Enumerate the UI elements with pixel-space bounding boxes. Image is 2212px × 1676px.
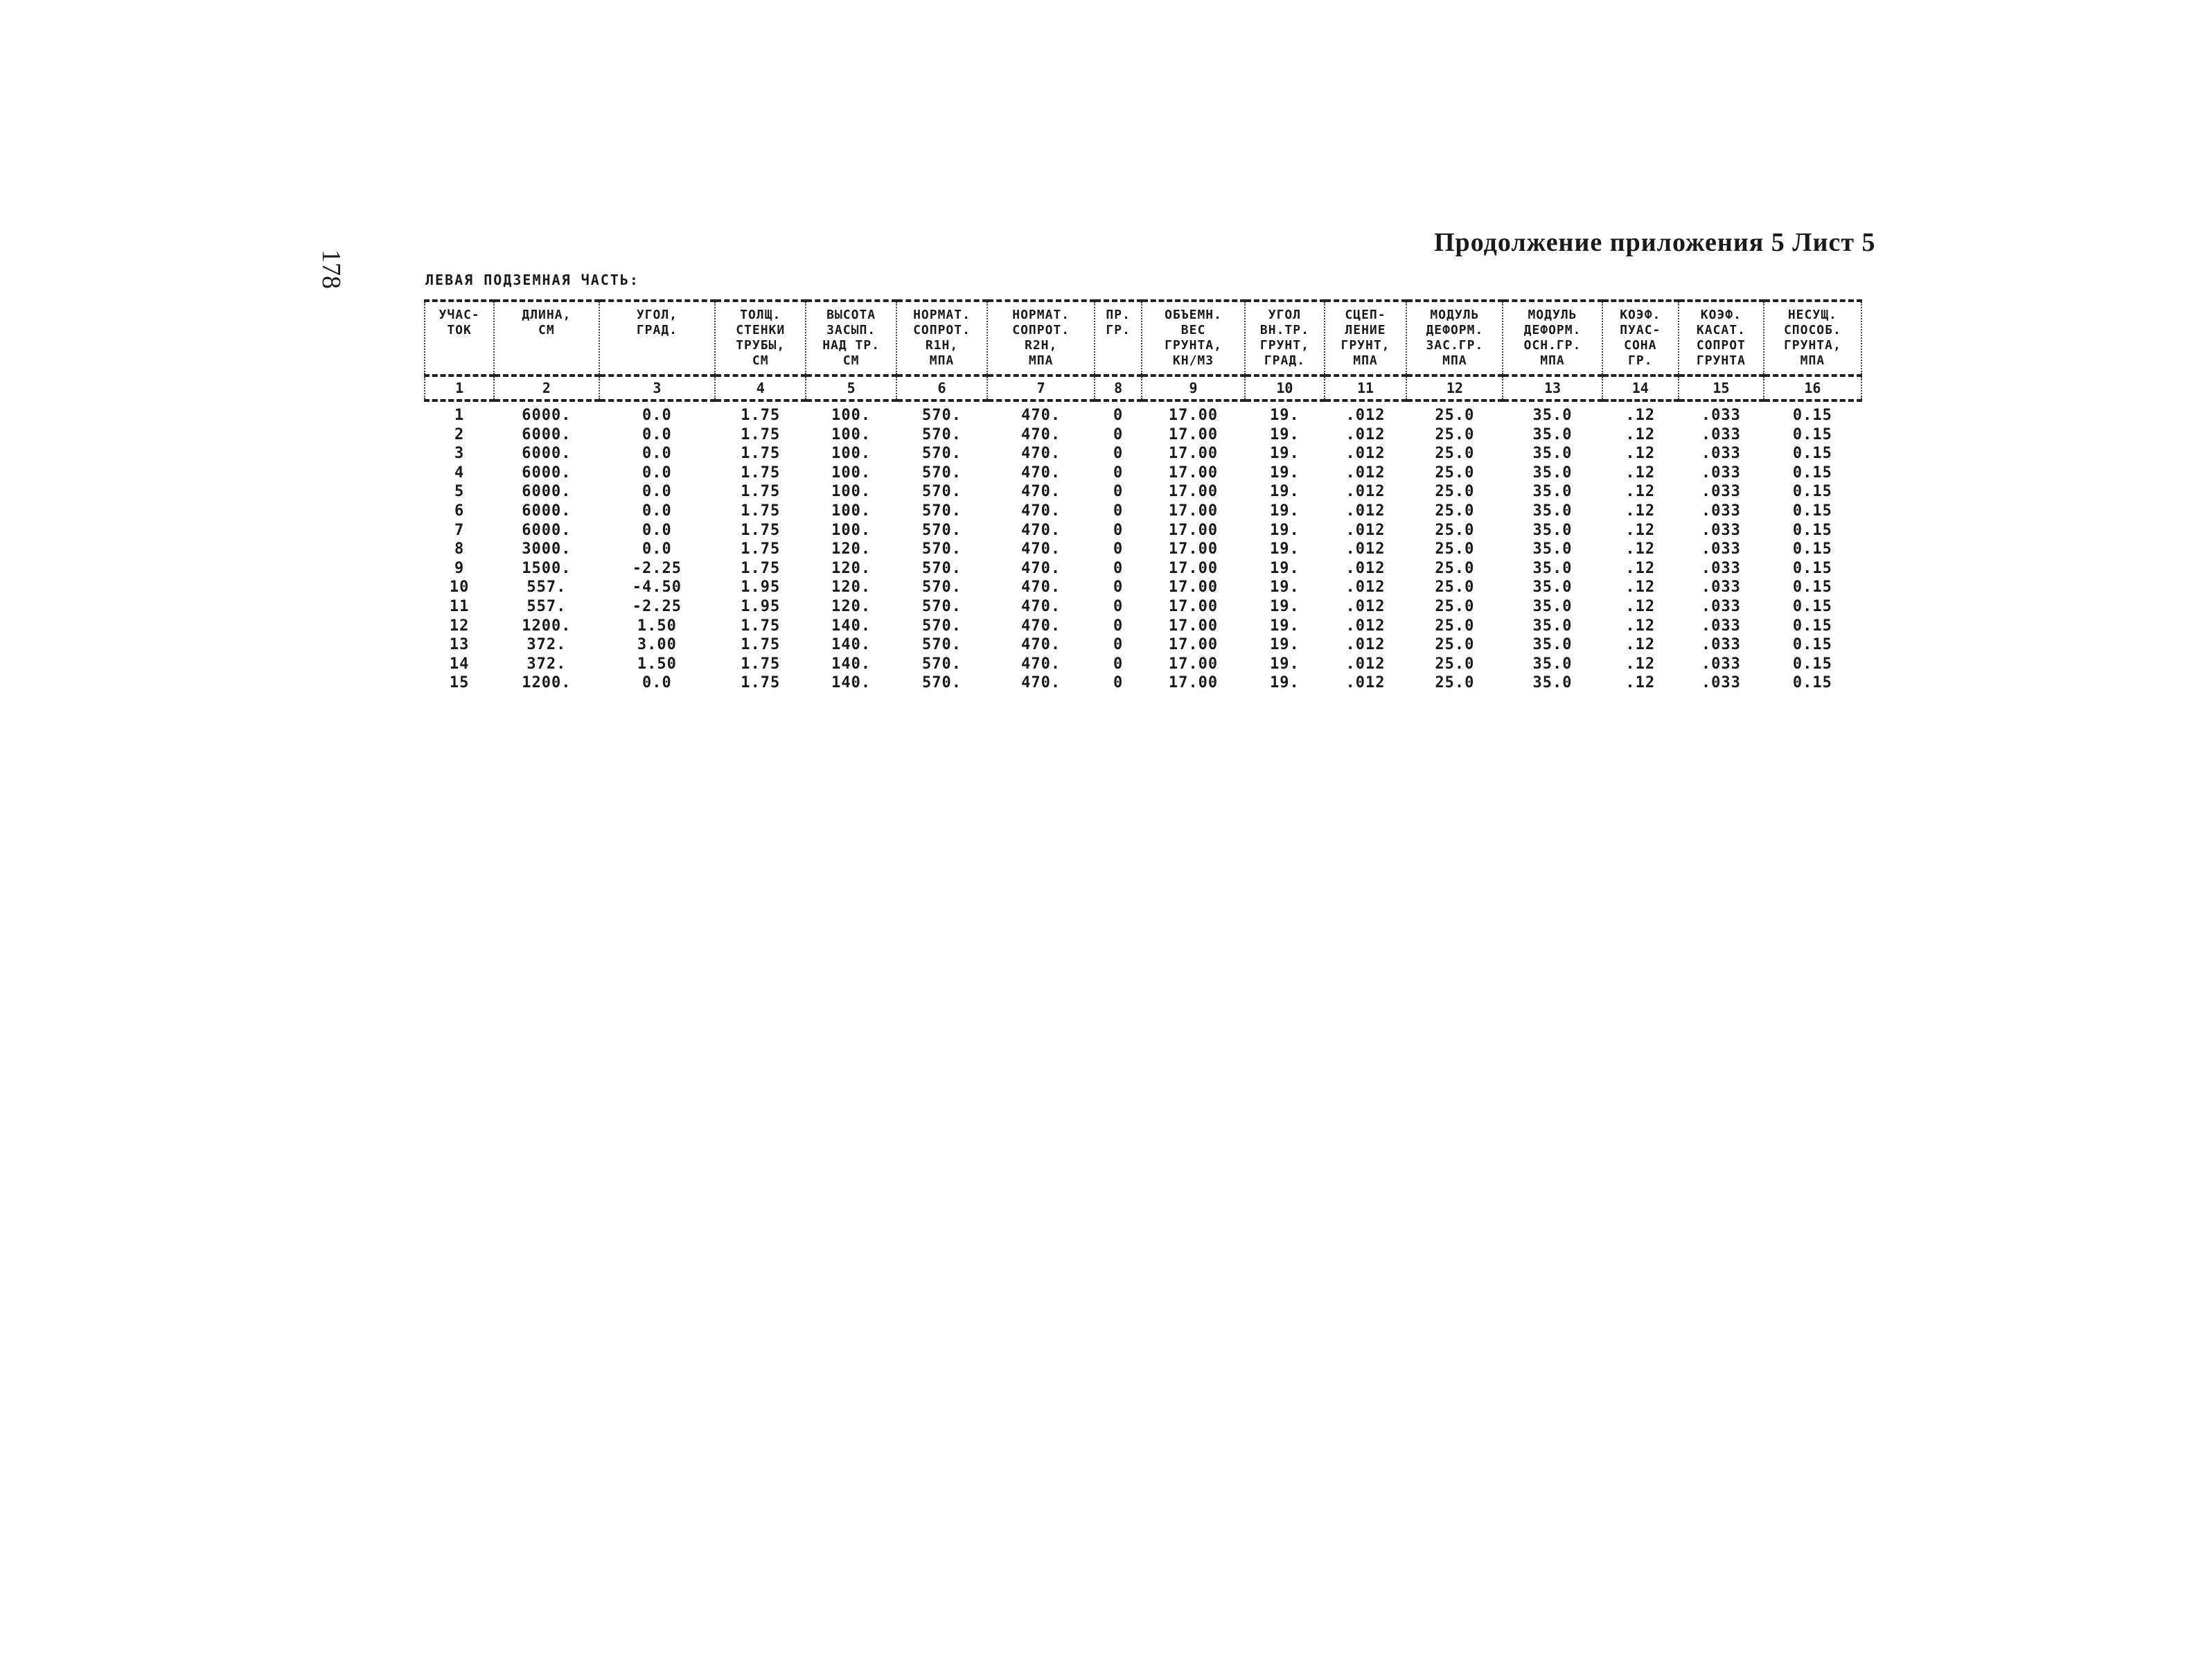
table-cell: .033	[1701, 617, 1741, 635]
column-header: ВЫСОТА ЗАСЫП. НАД ТР. СМ	[806, 301, 896, 376]
table-cell: .012	[1345, 540, 1386, 558]
table-cell: .12	[1625, 597, 1656, 615]
column-number: 15	[1679, 376, 1764, 400]
table-cell: 470.	[1021, 579, 1061, 597]
table-cell: 570.	[922, 521, 962, 539]
table-cell: .033	[1701, 597, 1741, 615]
table-cell: 35.0	[1532, 540, 1573, 558]
table-cell: .12	[1625, 407, 1656, 424]
table-cell: .012	[1345, 636, 1386, 654]
table-row	[425, 464, 1861, 483]
table-row	[425, 540, 1861, 559]
table-cell: 6000.	[522, 407, 572, 424]
table-cell: .12	[1625, 579, 1656, 597]
table-cell: 35.0	[1532, 407, 1573, 424]
table-cell: 17.00	[1168, 407, 1219, 424]
data-table-container	[424, 299, 1862, 693]
table-cell: .12	[1625, 559, 1656, 577]
table-cell: 19.	[1270, 425, 1300, 443]
column-header: УГОЛ, ГРАД.	[599, 301, 716, 376]
table-cell: 3	[454, 445, 465, 463]
table-cell: .012	[1345, 559, 1386, 577]
table-row	[425, 502, 1861, 521]
column-number: 7	[987, 376, 1095, 400]
table-cell: .12	[1625, 617, 1656, 635]
table-cell: 25.0	[1435, 540, 1475, 558]
table-cell: 570.	[922, 674, 962, 692]
table-cell: .033	[1701, 636, 1741, 654]
table-cell: 35.0	[1532, 425, 1573, 443]
table-cell: 570.	[922, 579, 962, 597]
table-cell: 570.	[922, 502, 962, 520]
table-cell: 6000.	[522, 502, 572, 520]
table-cell: .012	[1345, 521, 1386, 539]
table-cell: 35.0	[1532, 655, 1573, 673]
table-cell: 0.0	[642, 521, 672, 539]
table-cell: 35.0	[1532, 521, 1573, 539]
table-cell: 0	[1113, 483, 1124, 501]
table-cell: 0	[1113, 407, 1124, 424]
column-number: 14	[1602, 376, 1679, 400]
table-cell: 100.	[831, 521, 871, 539]
table-cell: 120.	[831, 579, 871, 597]
table-cell: 120.	[831, 559, 871, 577]
table-body	[425, 400, 1861, 693]
table-cell: 140.	[831, 674, 871, 692]
table-cell: 0.0	[642, 407, 672, 424]
table-cell: 25.0	[1435, 407, 1475, 424]
table-row	[425, 635, 1861, 655]
table-cell: 1.95	[741, 597, 781, 615]
table-cell: .033	[1701, 407, 1741, 424]
table-cell: 3.00	[637, 636, 677, 654]
column-header: ПР. ГР.	[1095, 301, 1141, 376]
table-cell: 0	[1113, 502, 1124, 520]
table-cell: 35.0	[1532, 636, 1573, 654]
table-cell: 1.50	[637, 617, 677, 635]
column-header: ТОЛЩ. СТЕНКИ ТРУБЫ, СМ	[715, 301, 806, 376]
table-cell: -4.50	[632, 579, 682, 597]
table-cell: 0.15	[1792, 407, 1832, 424]
column-header: НЕСУЩ. СПОСОБ. ГРУНТА, МПА	[1764, 301, 1861, 376]
table-cell: 0	[1113, 464, 1124, 482]
table-cell: 0.15	[1792, 597, 1832, 615]
table-cell: 19.	[1270, 521, 1300, 539]
table-cell: .012	[1345, 674, 1386, 692]
table-cell: .033	[1701, 674, 1741, 692]
column-number: 3	[599, 376, 716, 400]
table-cell: 100.	[831, 407, 871, 424]
column-header: КОЭФ. ПУАС- СОНА ГР.	[1602, 301, 1679, 376]
table-cell: 0.15	[1792, 540, 1832, 558]
table-cell: 0.0	[642, 425, 672, 443]
table-cell: 19.	[1270, 559, 1300, 577]
table-cell: 19.	[1270, 483, 1300, 501]
table-cell: 25.0	[1435, 521, 1475, 539]
table-cell: 17.00	[1168, 445, 1219, 463]
table-cell: 11	[449, 597, 470, 615]
table-cell: 17.00	[1168, 464, 1219, 482]
table-cell: 14	[449, 655, 470, 673]
table-cell: 19.	[1270, 636, 1300, 654]
table-cell: 35.0	[1532, 502, 1573, 520]
table-row	[425, 655, 1861, 674]
table-cell: 0.0	[642, 464, 672, 482]
table-cell: 100.	[831, 483, 871, 501]
table-cell: 470.	[1021, 502, 1061, 520]
table-cell: 19.	[1270, 579, 1300, 597]
table-cell: 12	[449, 617, 470, 635]
table-cell: 140.	[831, 617, 871, 635]
table-cell: 1.75	[741, 559, 781, 577]
table-cell: 35.0	[1532, 674, 1573, 692]
appendix-header: Продолжение приложения 5 Лист 5	[1434, 228, 1876, 257]
table-cell: .033	[1701, 445, 1741, 463]
table-cell: 0	[1113, 674, 1124, 692]
table-cell: 570.	[922, 617, 962, 635]
table-cell: 17.00	[1168, 521, 1219, 539]
table-cell: 25.0	[1435, 597, 1475, 615]
table-cell: 570.	[922, 445, 962, 463]
table-cell: .12	[1625, 674, 1656, 692]
column-number: 13	[1503, 376, 1602, 400]
table-cell: 6000.	[522, 521, 572, 539]
table-cell: 25.0	[1435, 579, 1475, 597]
table-cell: 7	[454, 521, 465, 539]
table-cell: .033	[1701, 579, 1741, 597]
table-cell: 19.	[1270, 502, 1300, 520]
table-cell: .033	[1701, 483, 1741, 501]
table-cell: .033	[1701, 464, 1741, 482]
table-cell: 17.00	[1168, 636, 1219, 654]
table-cell: .012	[1345, 483, 1386, 501]
table-cell: .012	[1345, 464, 1386, 482]
table-cell: 13	[449, 636, 470, 654]
table-cell: 1	[454, 407, 465, 424]
table-cell: 2	[454, 425, 465, 443]
table-cell: .12	[1625, 464, 1656, 482]
table-cell: 0.15	[1792, 502, 1832, 520]
column-number: 16	[1764, 376, 1861, 400]
table-cell: 470.	[1021, 445, 1061, 463]
table-cell: 6	[454, 502, 465, 520]
table-cell: 3000.	[522, 540, 572, 558]
table-cell: 35.0	[1532, 464, 1573, 482]
table-cell: 17.00	[1168, 540, 1219, 558]
table-cell: 100.	[831, 502, 871, 520]
table-cell: 0.0	[642, 674, 672, 692]
table-cell: 570.	[922, 464, 962, 482]
table-cell: 1.75	[741, 445, 781, 463]
column-number: 9	[1142, 376, 1245, 400]
table-cell: 470.	[1021, 597, 1061, 615]
table-row	[425, 673, 1861, 693]
table-cell: 1.75	[741, 502, 781, 520]
parameters-table	[424, 299, 1862, 693]
column-header: МОДУЛЬ ДЕФОРМ. ОСН.ГР. МПА	[1503, 301, 1602, 376]
table-cell: 0	[1113, 617, 1124, 635]
table-cell: .012	[1345, 597, 1386, 615]
column-header: КОЭФ. КАСАТ. СОПРОТ ГРУНТА	[1679, 301, 1764, 376]
table-cell: 570.	[922, 425, 962, 443]
table-cell: 0.15	[1792, 425, 1832, 443]
table-cell: 0.15	[1792, 655, 1832, 673]
table-cell: .12	[1625, 502, 1656, 520]
table-cell: 25.0	[1435, 445, 1475, 463]
table-cell: 19.	[1270, 407, 1300, 424]
column-number: 4	[715, 376, 806, 400]
table-cell: .012	[1345, 655, 1386, 673]
table-cell: .12	[1625, 425, 1656, 443]
column-header: УЧАС- ТОК	[425, 301, 494, 376]
table-row	[425, 597, 1861, 617]
table-cell: 10	[449, 579, 470, 597]
table-cell: 8	[454, 540, 465, 558]
table-cell: 15	[449, 674, 470, 692]
table-cell: 470.	[1021, 617, 1061, 635]
table-cell: 570.	[922, 559, 962, 577]
table-cell: .12	[1625, 636, 1656, 654]
table-cell: .12	[1625, 540, 1656, 558]
table-cell: 372.	[527, 655, 567, 673]
table-cell: 0	[1113, 559, 1124, 577]
table-cell: 470.	[1021, 425, 1061, 443]
table-cell: 17.00	[1168, 483, 1219, 501]
table-row	[425, 559, 1861, 579]
table-cell: 0	[1113, 445, 1124, 463]
table-cell: 6000.	[522, 425, 572, 443]
table-cell: 1.75	[741, 464, 781, 482]
table-cell: 1.75	[741, 483, 781, 501]
header-row	[425, 301, 1861, 376]
table-cell: .012	[1345, 579, 1386, 597]
table-cell: 0.15	[1792, 445, 1832, 463]
table-cell: 0	[1113, 425, 1124, 443]
table-row	[425, 444, 1861, 464]
table-cell: 35.0	[1532, 617, 1573, 635]
table-cell: 140.	[831, 636, 871, 654]
table-cell: 0	[1113, 597, 1124, 615]
table-cell: 1.50	[637, 655, 677, 673]
table-cell: .12	[1625, 483, 1656, 501]
table-cell: 19.	[1270, 445, 1300, 463]
table-cell: 9	[454, 559, 465, 577]
table-cell: 470.	[1021, 559, 1061, 577]
column-number: 8	[1095, 376, 1141, 400]
table-cell: 0.15	[1792, 617, 1832, 635]
table-cell: 35.0	[1532, 445, 1573, 463]
table-cell: 35.0	[1532, 579, 1573, 597]
table-cell: 100.	[831, 445, 871, 463]
table-cell: .012	[1345, 502, 1386, 520]
table-cell: 100.	[831, 464, 871, 482]
table-cell: 17.00	[1168, 502, 1219, 520]
table-cell: 1.75	[741, 617, 781, 635]
table-cell: 0.15	[1792, 464, 1832, 482]
table-row	[425, 617, 1861, 636]
column-header: МОДУЛЬ ДЕФОРМ. ЗАС.ГР. МПА	[1406, 301, 1503, 376]
column-header: ОБЪЕМН. ВЕС ГРУНТА, КН/М3	[1142, 301, 1245, 376]
table-cell: 0.15	[1792, 483, 1832, 501]
table-cell: 19.	[1270, 597, 1300, 615]
table-cell: -2.25	[632, 559, 682, 577]
table-cell: 0.15	[1792, 636, 1832, 654]
table-cell: .12	[1625, 521, 1656, 539]
table-cell: 470.	[1021, 655, 1061, 673]
table-row	[425, 578, 1861, 597]
column-number-row	[425, 376, 1861, 400]
table-cell: 470.	[1021, 674, 1061, 692]
table-row	[425, 425, 1861, 445]
table-cell: 19.	[1270, 464, 1300, 482]
table-cell: 35.0	[1532, 597, 1573, 615]
table-cell: 19.	[1270, 617, 1300, 635]
table-cell: .033	[1701, 521, 1741, 539]
table-cell: 470.	[1021, 407, 1061, 424]
table-cell: 0.0	[642, 483, 672, 501]
table-cell: 25.0	[1435, 655, 1475, 673]
table-cell: 0.15	[1792, 579, 1832, 597]
table-cell: 25.0	[1435, 674, 1475, 692]
table-cell: 570.	[922, 655, 962, 673]
table-cell: .012	[1345, 617, 1386, 635]
table-cell: 570.	[922, 636, 962, 654]
column-number: 2	[494, 376, 599, 400]
table-cell: .033	[1701, 502, 1741, 520]
table-cell: 4	[454, 464, 465, 482]
table-cell: 25.0	[1435, 617, 1475, 635]
column-header: УГОЛ ВН.ТР. ГРУНТ, ГРАД.	[1245, 301, 1325, 376]
table-cell: 570.	[922, 540, 962, 558]
table-cell: 5	[454, 483, 465, 501]
table-cell: 470.	[1021, 483, 1061, 501]
table-cell: 0.15	[1792, 674, 1832, 692]
table-cell: 1.75	[741, 521, 781, 539]
table-cell: .12	[1625, 445, 1656, 463]
table-cell: 0.0	[642, 502, 672, 520]
section-title: ЛЕВАЯ ПОДЗЕМНАЯ ЧАСТЬ:	[425, 272, 639, 288]
table-cell: 0	[1113, 636, 1124, 654]
table-cell: 35.0	[1532, 559, 1573, 577]
table-cell: 0.0	[642, 445, 672, 463]
table-cell: 25.0	[1435, 636, 1475, 654]
table-cell: .033	[1701, 655, 1741, 673]
table-cell: 19.	[1270, 655, 1300, 673]
table-cell: 570.	[922, 597, 962, 615]
table-cell: 1200.	[522, 617, 572, 635]
table-cell: 1.75	[741, 540, 781, 558]
table-cell: 140.	[831, 655, 871, 673]
table-cell: 0.15	[1792, 521, 1832, 539]
table-cell: 470.	[1021, 521, 1061, 539]
table-row	[425, 400, 1861, 425]
table-cell: 570.	[922, 483, 962, 501]
table-cell: 120.	[831, 540, 871, 558]
table-cell: 19.	[1270, 540, 1300, 558]
column-number: 1	[425, 376, 494, 400]
table-cell: 1.75	[741, 655, 781, 673]
table-cell: .012	[1345, 407, 1386, 424]
table-cell: 17.00	[1168, 655, 1219, 673]
table-cell: 100.	[831, 425, 871, 443]
table-cell: 25.0	[1435, 464, 1475, 482]
column-number: 10	[1245, 376, 1325, 400]
column-number: 5	[806, 376, 896, 400]
table-cell: 17.00	[1168, 559, 1219, 577]
table-cell: 1200.	[522, 674, 572, 692]
table-cell: 25.0	[1435, 559, 1475, 577]
table-cell: .012	[1345, 425, 1386, 443]
table-row	[425, 482, 1861, 502]
table-cell: 19.	[1270, 674, 1300, 692]
table-cell: 25.0	[1435, 425, 1475, 443]
table-cell: 1500.	[522, 559, 572, 577]
table-cell: 6000.	[522, 483, 572, 501]
table-cell: 0.15	[1792, 559, 1832, 577]
column-number: 6	[896, 376, 987, 400]
table-cell: 372.	[527, 636, 567, 654]
table-cell: 25.0	[1435, 483, 1475, 501]
page-number: 178	[317, 249, 346, 289]
table-cell: 470.	[1021, 636, 1061, 654]
table-cell: 1.75	[741, 674, 781, 692]
table-cell: 0	[1113, 521, 1124, 539]
table-cell: 570.	[922, 407, 962, 424]
table-cell: 17.00	[1168, 674, 1219, 692]
table-header	[425, 301, 1861, 400]
table-cell: .12	[1625, 655, 1656, 673]
table-cell: 0.0	[642, 540, 672, 558]
table-cell: 25.0	[1435, 502, 1475, 520]
table-cell: .033	[1701, 425, 1741, 443]
table-cell: 6000.	[522, 464, 572, 482]
column-header: НОРМАТ. СОПРОТ. R2Н, МПА	[987, 301, 1095, 376]
table-cell: -2.25	[632, 597, 682, 615]
table-cell: .033	[1701, 559, 1741, 577]
column-number: 11	[1325, 376, 1407, 400]
column-header: ДЛИНА, СМ	[494, 301, 599, 376]
table-cell: 35.0	[1532, 483, 1573, 501]
column-header: НОРМАТ. СОПРОТ. R1Н, МПА	[896, 301, 987, 376]
table-cell: 6000.	[522, 445, 572, 463]
table-cell: 1.75	[741, 425, 781, 443]
table-cell: 1.95	[741, 579, 781, 597]
table-cell: 17.00	[1168, 597, 1219, 615]
table-cell: 557.	[527, 579, 567, 597]
table-cell: 17.00	[1168, 617, 1219, 635]
table-cell: 17.00	[1168, 579, 1219, 597]
table-cell: 1.75	[741, 407, 781, 424]
table-cell: 0	[1113, 579, 1124, 597]
table-cell: 1.75	[741, 636, 781, 654]
table-cell: .033	[1701, 540, 1741, 558]
table-cell: 470.	[1021, 464, 1061, 482]
table-cell: .012	[1345, 445, 1386, 463]
column-header: СЦЕП- ЛЕНИЕ ГРУНТ, МПА	[1325, 301, 1407, 376]
table-cell: 0	[1113, 655, 1124, 673]
table-cell: 0	[1113, 540, 1124, 558]
table-cell: 17.00	[1168, 425, 1219, 443]
column-number: 12	[1406, 376, 1503, 400]
table-row	[425, 521, 1861, 540]
table-cell: 557.	[527, 597, 567, 615]
table-cell: 470.	[1021, 540, 1061, 558]
table-cell: 120.	[831, 597, 871, 615]
